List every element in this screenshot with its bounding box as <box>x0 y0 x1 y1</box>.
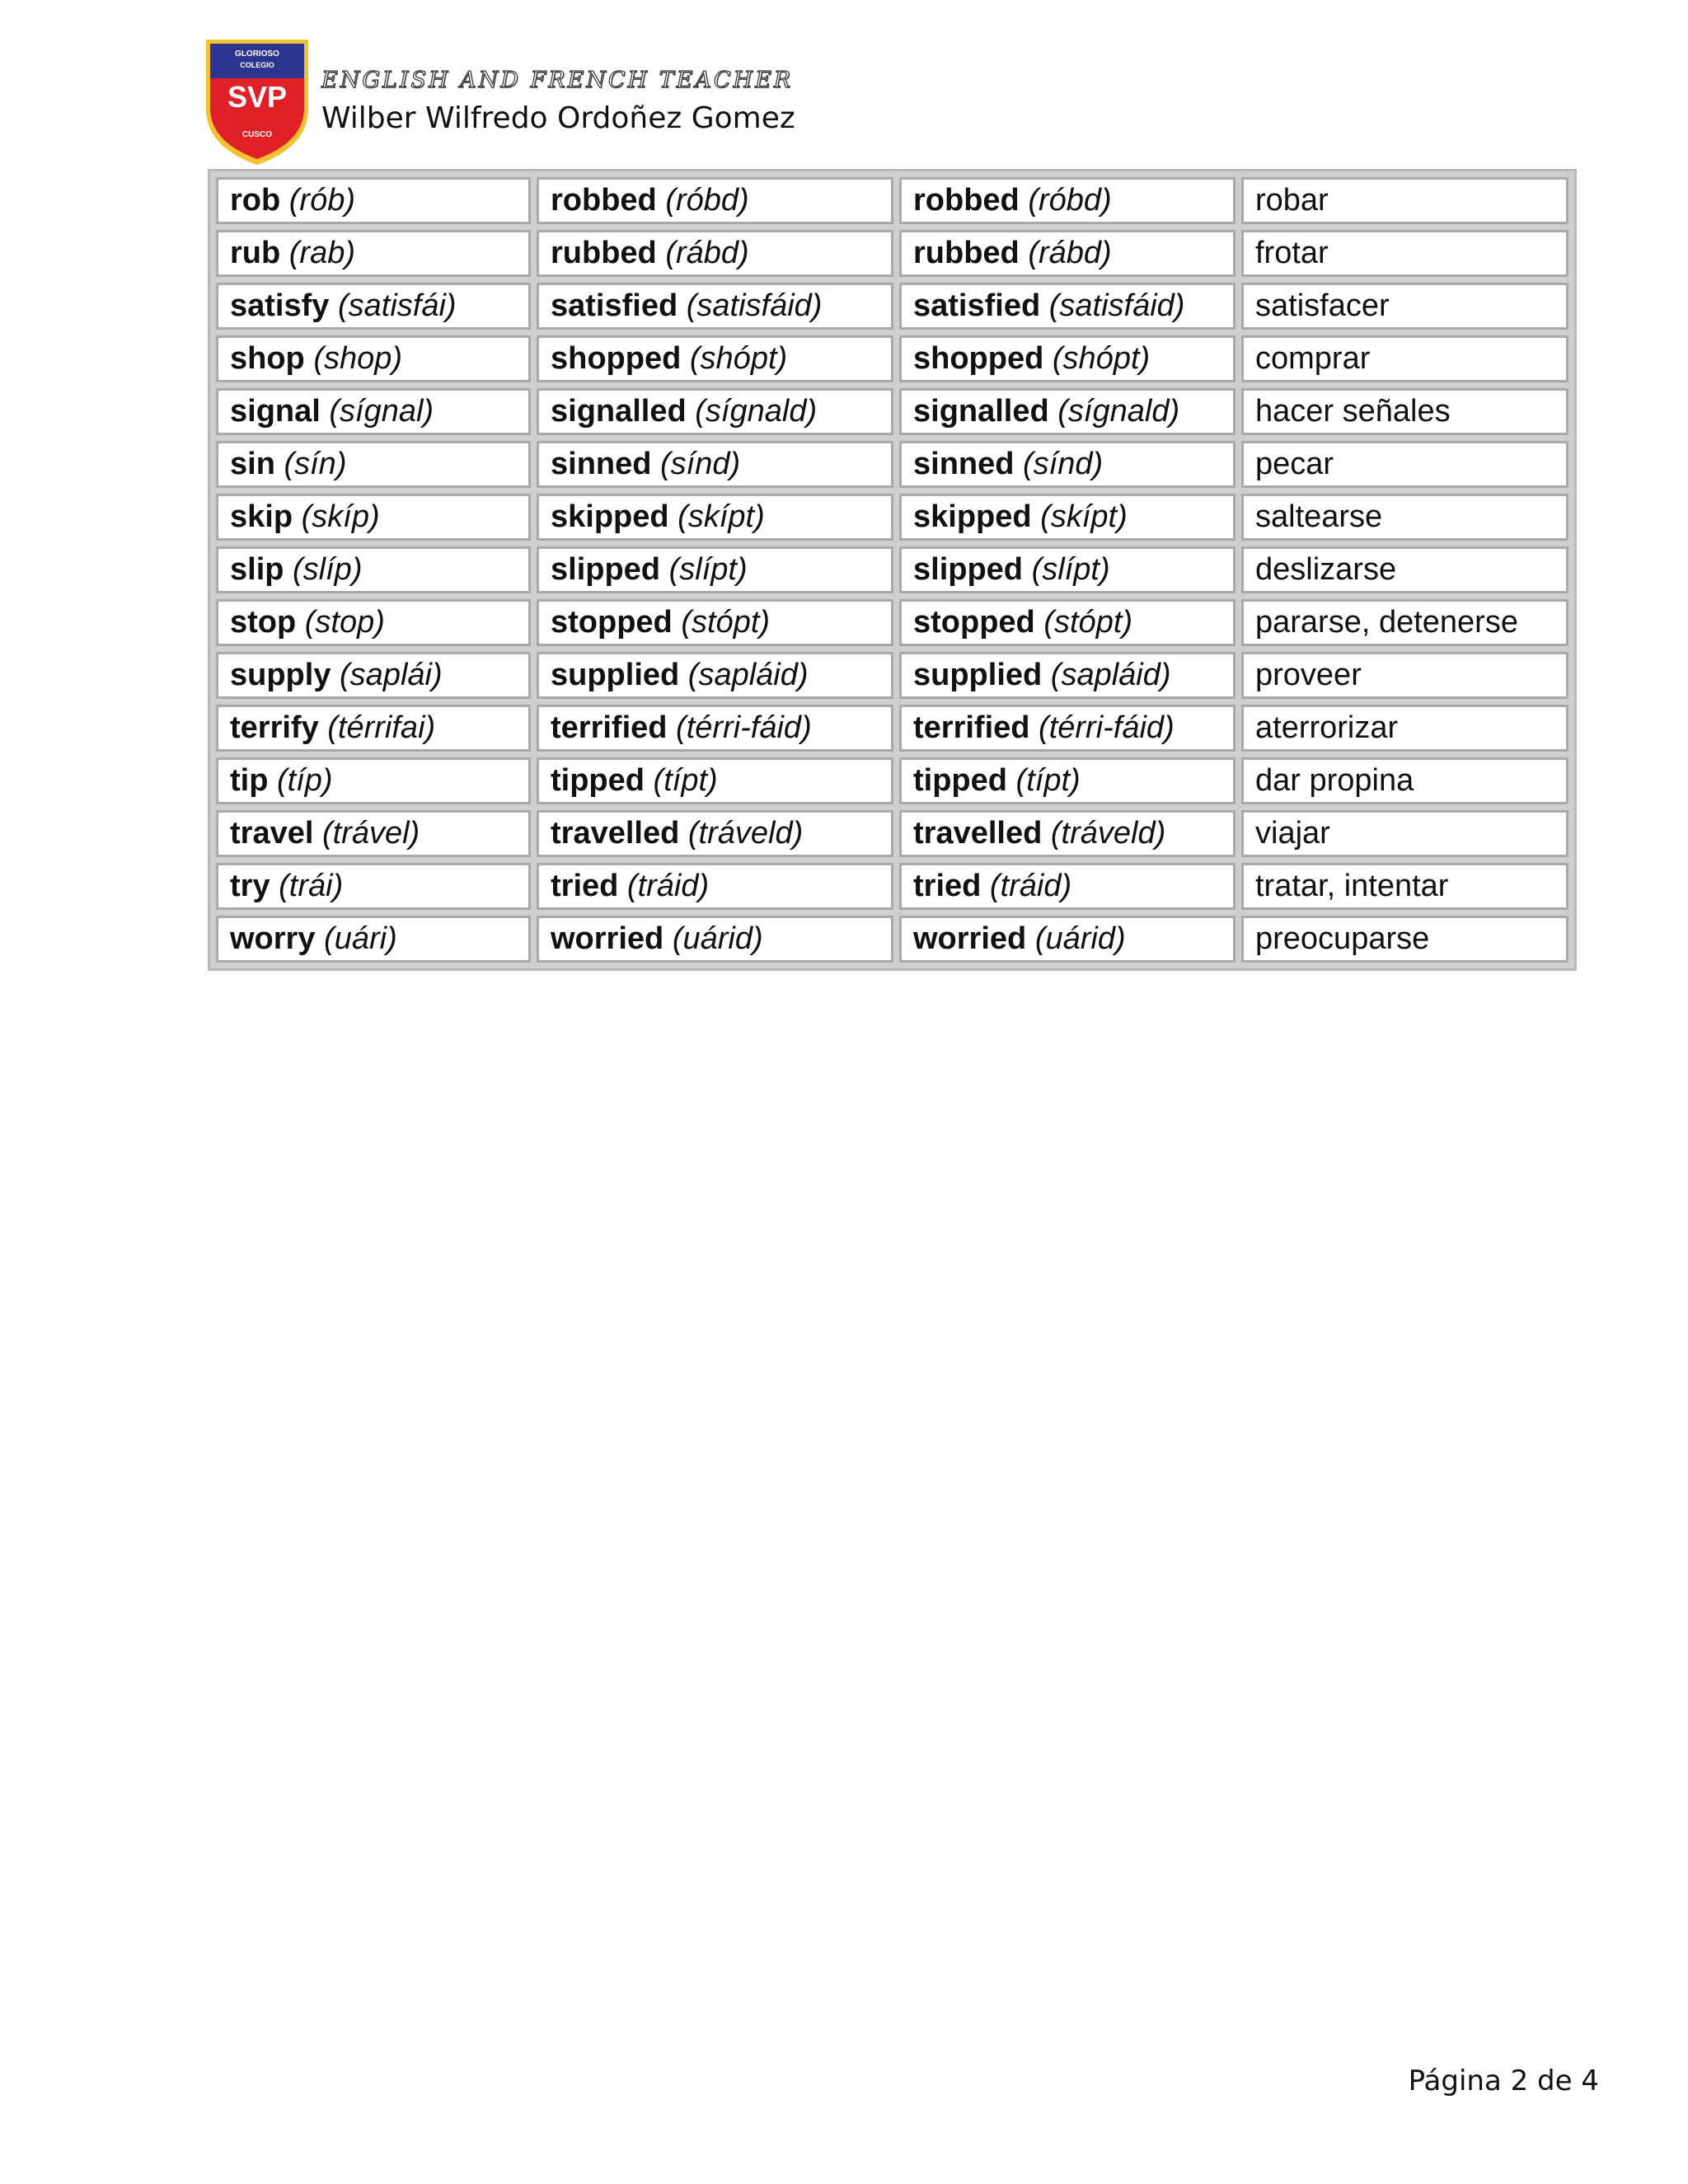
pronunciation: (rábd) <box>1028 236 1112 270</box>
past-simple-cell <box>537 441 893 488</box>
base-form-cell <box>216 388 531 435</box>
table-row <box>216 441 1568 488</box>
past-participle-cell <box>899 757 1236 804</box>
verb-word: satisfied <box>913 288 1041 323</box>
verb-word: satisfied <box>551 288 678 323</box>
table-row <box>216 916 1568 963</box>
base-form-cell <box>216 599 531 646</box>
verb-word: terrify <box>230 710 319 745</box>
pronunciation: (shop) <box>313 341 403 376</box>
spanish-meaning-cell <box>1241 177 1568 224</box>
verb-word: worried <box>913 921 1027 956</box>
pronunciation: (sapláid) <box>687 658 809 692</box>
regular-verbs-table <box>208 169 1577 971</box>
spanish-meaning-cell <box>1241 230 1568 277</box>
table-row <box>216 335 1568 382</box>
verb-word: robbed <box>551 183 657 218</box>
pronunciation: (satisfái) <box>337 288 457 323</box>
past-participle-cell <box>899 810 1236 857</box>
spanish-meaning: pecar <box>1255 447 1334 481</box>
past-simple-cell <box>537 230 893 277</box>
verb-word: rub <box>230 236 281 270</box>
past-participle-cell <box>899 335 1236 382</box>
logo-city: CUSCO <box>241 130 273 139</box>
past-simple-cell <box>537 757 893 804</box>
pronunciation: (uárid) <box>672 921 763 956</box>
pronunciation: (uári) <box>324 921 397 956</box>
verb-word: tried <box>913 869 982 903</box>
pronunciation: (sígnald) <box>1057 394 1180 429</box>
past-participle-cell <box>899 283 1236 330</box>
spanish-meaning: satisfacer <box>1255 288 1390 323</box>
verb-word: shopped <box>551 341 682 376</box>
past-simple-cell <box>537 283 893 330</box>
pronunciation: (róbd) <box>665 183 749 218</box>
verb-word: terrified <box>551 710 668 745</box>
verb-word: tipped <box>913 763 1007 798</box>
pronunciation: (uárid) <box>1034 921 1126 956</box>
spanish-meaning-cell <box>1241 441 1568 488</box>
verb-word: stopped <box>551 605 673 640</box>
verb-word: sinned <box>551 447 652 481</box>
base-form-cell <box>216 283 531 330</box>
pronunciation: (sín) <box>284 447 347 481</box>
verb-word: rob <box>230 183 281 218</box>
verb-word: skipped <box>913 499 1032 534</box>
verb-word: tipped <box>551 763 645 798</box>
pronunciation: (shópt) <box>689 341 788 376</box>
pronunciation: (rábd) <box>665 236 749 270</box>
verb-word: travelled <box>913 816 1043 851</box>
spanish-meaning: robar <box>1255 183 1329 218</box>
verb-word: signalled <box>551 394 687 429</box>
pronunciation: (térri-fáid) <box>676 710 812 745</box>
spanish-meaning-cell <box>1241 546 1568 593</box>
header-text <box>321 68 795 135</box>
verb-word: travelled <box>551 816 680 851</box>
table-row <box>216 652 1568 699</box>
past-simple-cell <box>537 810 893 857</box>
verb-word: worried <box>551 921 664 956</box>
document-header <box>199 33 941 173</box>
base-form-cell <box>216 652 531 699</box>
base-form-cell <box>216 177 531 224</box>
past-simple-cell <box>537 916 893 963</box>
logo-top-text: GLORIOSO <box>235 49 279 59</box>
teacher-name: Wilber Wilfredo Ordoñez Gomez <box>321 101 795 135</box>
table-row <box>216 177 1568 224</box>
verb-word: shop <box>230 341 305 376</box>
logo-mid-text: COLEGIO <box>240 61 274 69</box>
spanish-meaning: pararse, detenerse <box>1255 605 1518 640</box>
spanish-meaning-cell <box>1241 916 1568 963</box>
verb-word: slipped <box>551 552 661 587</box>
table-row <box>216 546 1568 593</box>
past-participle-cell <box>899 863 1236 910</box>
table-row <box>216 494 1568 541</box>
spanish-meaning: deslizarse <box>1255 552 1397 587</box>
school-shield-logo <box>199 33 315 169</box>
pronunciation: (shópt) <box>1052 341 1151 376</box>
past-participle-cell <box>899 230 1236 277</box>
past-simple-cell <box>537 599 893 646</box>
past-participle-cell <box>899 916 1236 963</box>
pronunciation: (slípt) <box>668 552 748 587</box>
past-simple-cell <box>537 388 893 435</box>
verb-word: skip <box>230 499 293 534</box>
pronunciation: (rób) <box>288 183 356 218</box>
past-simple-cell <box>537 705 893 752</box>
table-row <box>216 230 1568 277</box>
base-form-cell <box>216 757 531 804</box>
spanish-meaning: hacer señales <box>1255 394 1451 429</box>
spanish-meaning-cell <box>1241 705 1568 752</box>
pronunciation: (sínd) <box>1023 447 1104 481</box>
spanish-meaning-cell <box>1241 652 1568 699</box>
base-form-cell <box>216 494 531 541</box>
base-form-cell <box>216 335 531 382</box>
pronunciation: (tráid) <box>626 869 710 903</box>
spanish-meaning-cell <box>1241 810 1568 857</box>
table-row <box>216 863 1568 910</box>
pronunciation: (tráveld) <box>687 816 804 851</box>
past-simple-cell <box>537 863 893 910</box>
spanish-meaning: preocuparse <box>1255 921 1430 956</box>
past-participle-cell <box>899 599 1236 646</box>
table-row <box>216 599 1568 646</box>
spanish-meaning: proveer <box>1255 658 1362 692</box>
pronunciation: (saplái) <box>340 658 443 692</box>
base-form-cell <box>216 863 531 910</box>
pronunciation: (trável) <box>321 816 420 851</box>
past-simple-cell <box>537 335 893 382</box>
base-form-cell <box>216 810 531 857</box>
spanish-meaning-cell <box>1241 335 1568 382</box>
verb-word: supply <box>230 658 331 692</box>
verb-word: rubbed <box>913 236 1020 270</box>
verb-word: robbed <box>913 183 1020 218</box>
verb-word: slipped <box>913 552 1024 587</box>
pronunciation: (satisfáid) <box>1048 288 1185 323</box>
verb-word: signalled <box>913 394 1049 429</box>
verb-word: supplied <box>913 658 1043 692</box>
past-participle-cell <box>899 546 1236 593</box>
base-form-cell <box>216 546 531 593</box>
spanish-meaning: viajar <box>1255 816 1330 851</box>
pronunciation: (típt) <box>653 763 718 798</box>
table-row <box>216 705 1568 752</box>
verb-word: travel <box>230 816 314 851</box>
pronunciation: (sapláid) <box>1050 658 1171 692</box>
table-row <box>216 810 1568 857</box>
past-simple-cell <box>537 652 893 699</box>
pronunciation: (stop) <box>304 605 385 640</box>
pronunciation: (tráid) <box>989 869 1072 903</box>
spanish-meaning-cell <box>1241 388 1568 435</box>
pronunciation: (típt) <box>1015 763 1081 798</box>
verb-word: worry <box>230 921 316 956</box>
pronunciation: (tráveld) <box>1050 816 1166 851</box>
pronunciation: (skíp) <box>301 499 380 534</box>
past-participle-cell <box>899 652 1236 699</box>
pronunciation: (stópt) <box>681 605 771 640</box>
table-row <box>216 388 1568 435</box>
verb-word: shopped <box>913 341 1044 376</box>
page-number: Página 2 de 4 <box>1408 2064 1599 2097</box>
past-participle-cell <box>899 441 1236 488</box>
verb-word: stop <box>230 605 297 640</box>
base-form-cell <box>216 705 531 752</box>
past-participle-cell <box>899 177 1236 224</box>
teacher-title: ENGLISH AND FRENCH TEACHER <box>321 68 794 93</box>
verb-word: satisfy <box>230 288 330 323</box>
pronunciation: (térrifai) <box>327 710 436 745</box>
spanish-meaning: comprar <box>1255 341 1371 376</box>
pronunciation: (térri-fáid) <box>1039 710 1175 745</box>
spanish-meaning-cell <box>1241 863 1568 910</box>
verb-word: tried <box>551 869 619 903</box>
spanish-meaning-cell <box>1241 599 1568 646</box>
verb-word: stopped <box>913 605 1035 640</box>
past-simple-cell <box>537 546 893 593</box>
base-form-cell <box>216 230 531 277</box>
pronunciation: (sínd) <box>660 447 741 481</box>
past-simple-cell <box>537 494 893 541</box>
pronunciation: (típ) <box>277 763 333 798</box>
pronunciation: (róbd) <box>1028 183 1112 218</box>
table-row <box>216 283 1568 330</box>
past-participle-cell <box>899 705 1236 752</box>
pronunciation: (slíp) <box>293 552 363 587</box>
pronunciation: (sígnal) <box>329 394 434 429</box>
verb-word: slip <box>230 552 284 587</box>
verb-word: sin <box>230 447 275 481</box>
verb-word: tip <box>230 763 269 798</box>
base-form-cell <box>216 916 531 963</box>
spanish-meaning-cell <box>1241 757 1568 804</box>
past-participle-cell <box>899 494 1236 541</box>
table-row <box>216 757 1568 804</box>
base-form-cell <box>216 441 531 488</box>
verb-word: try <box>230 869 270 903</box>
verb-table-container <box>208 169 1577 971</box>
spanish-meaning: frotar <box>1255 236 1329 270</box>
verb-word: supplied <box>551 658 680 692</box>
pronunciation: (slípt) <box>1031 552 1110 587</box>
verb-table-body <box>216 177 1568 963</box>
spanish-meaning: saltearse <box>1255 499 1383 534</box>
verb-word: sinned <box>913 447 1015 481</box>
spanish-meaning: dar propina <box>1255 763 1414 798</box>
pronunciation: (sígnald) <box>695 394 818 429</box>
pronunciation: (skípt) <box>678 499 765 534</box>
pronunciation: (skípt) <box>1040 499 1128 534</box>
pronunciation: (trái) <box>279 869 344 903</box>
spanish-meaning: aterrorizar <box>1255 710 1399 745</box>
verb-word: terrified <box>913 710 1030 745</box>
spanish-meaning-cell <box>1241 283 1568 330</box>
verb-word: skipped <box>551 499 669 534</box>
verb-word: signal <box>230 394 321 429</box>
spanish-meaning: tratar, intentar <box>1255 869 1449 903</box>
past-simple-cell <box>537 177 893 224</box>
spanish-meaning-cell <box>1241 494 1568 541</box>
pronunciation: (stópt) <box>1043 605 1133 640</box>
pronunciation: (satisfáid) <box>686 288 823 323</box>
verb-word: rubbed <box>551 236 657 270</box>
pronunciation: (rab) <box>288 236 356 270</box>
logo-initials: SVP <box>227 80 288 114</box>
past-participle-cell <box>899 388 1236 435</box>
